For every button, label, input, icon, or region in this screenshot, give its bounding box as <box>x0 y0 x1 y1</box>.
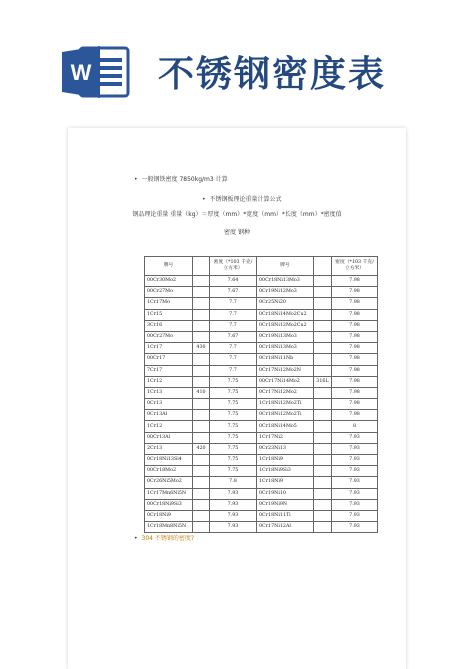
table-row <box>145 443 378 454</box>
table-cell: 1Cr12 <box>145 421 193 432</box>
table-cell: 7.75 <box>210 455 257 466</box>
table-cell: 2Cr13 <box>145 443 193 454</box>
table-row <box>145 320 378 331</box>
table-cell: 00Cr17Ni14Mo2 <box>257 376 314 387</box>
table-row <box>145 343 378 354</box>
bullet-density-note <box>134 174 228 183</box>
table-cell: 7.7 <box>210 354 257 365</box>
table-row <box>145 510 378 521</box>
table-cell <box>314 298 332 309</box>
table-cell <box>193 298 210 309</box>
table-header-cell: 牌号 <box>257 257 314 276</box>
table-cell: 1Cr17Mo <box>145 298 193 309</box>
table-cell: 7.93 <box>332 488 378 499</box>
table-row <box>145 298 378 309</box>
table-cell <box>314 488 332 499</box>
table-cell: 7.7 <box>210 309 257 320</box>
table-cell: 7.98 <box>332 298 378 309</box>
table-cell: 0Cr18Ni14Mo2Cu2 <box>257 309 314 320</box>
table-cell: 0Cr17Ni12Mo2 <box>257 387 314 398</box>
table-cell: 7.98 <box>332 354 378 365</box>
table-cell: 0Cr18Ni12Mo2Cu2 <box>257 320 314 331</box>
table-cell: 7.98 <box>332 309 378 320</box>
table-cell: 00Cr27Mo <box>145 287 193 298</box>
table-cell: 00Cr18Ni9Si3 <box>145 499 193 510</box>
table-row <box>145 477 378 488</box>
table-cell: 0Cr19Ni12Mo3 <box>257 287 314 298</box>
table-cell: 00Cr13Al <box>145 432 193 443</box>
table-cell: 0Cr17Ni12Al <box>257 522 314 533</box>
table-cell: 1Cr18Mn8Ni5N <box>145 522 193 533</box>
table-row <box>145 387 378 398</box>
table-cell <box>314 443 332 454</box>
document-title: 不锈钢密度表 <box>158 54 387 95</box>
table-cell: 7.93 <box>332 455 378 466</box>
header-banner <box>0 0 474 128</box>
table-cell: 1Cr13 <box>145 387 193 398</box>
formula-heading-text: 不锈钢板理论重量计算公式 <box>209 196 282 203</box>
table-cell: 7.98 <box>332 320 378 331</box>
table-cell <box>314 432 332 443</box>
table-cell: 7.98 <box>332 287 378 298</box>
table-cell <box>193 365 210 376</box>
table-cell: 00Cr18Ni13Mo3 <box>257 276 314 287</box>
table-cell <box>193 276 210 287</box>
density-table <box>144 256 378 533</box>
table-cell <box>314 354 332 365</box>
table-cell <box>314 276 332 287</box>
table-header-row <box>145 257 378 276</box>
density-note-text: 一般钢铁密度 7850kg/m3 计算 <box>141 176 228 183</box>
table-row <box>145 432 378 443</box>
table-cell: 7.67 <box>210 287 257 298</box>
table-header-cell: 密度（*103 千克/立方米） <box>332 257 378 276</box>
table-cell <box>314 477 332 488</box>
table-cell <box>193 432 210 443</box>
table-cell: 430 <box>193 343 210 354</box>
table-row <box>145 309 378 320</box>
table-cell: 0Cr18Ni9 <box>145 510 193 521</box>
table-header-cell <box>193 257 210 276</box>
table-cell <box>314 399 332 410</box>
table-cell <box>314 387 332 398</box>
table-cell: 7.93 <box>210 522 257 533</box>
table-cell <box>193 522 210 533</box>
table-cell: 0Cr18Ni13Mo3 <box>257 343 314 354</box>
table-row <box>145 276 378 287</box>
table-row <box>145 499 378 510</box>
question-304 <box>134 533 194 542</box>
table-row <box>145 365 378 376</box>
table-row <box>145 331 378 342</box>
table-header-cell <box>314 257 332 276</box>
table-cell: 8 <box>332 421 378 432</box>
table-cell: 7.75 <box>210 410 257 421</box>
table-cell: 7.75 <box>210 387 257 398</box>
document-page <box>68 128 406 669</box>
table-cell: 7.7 <box>210 343 257 354</box>
table-cell <box>193 320 210 331</box>
table-row <box>145 399 378 410</box>
table-cell: 7.64 <box>210 276 257 287</box>
table-cell: 7.93 <box>332 477 378 488</box>
table-cell <box>314 309 332 320</box>
table-cell <box>314 287 332 298</box>
table-cell <box>314 499 332 510</box>
table-cell: 0Cr25Ni20 <box>257 298 314 309</box>
table-row <box>145 466 378 477</box>
table-cell <box>314 522 332 533</box>
table-cell: 7.93 <box>210 488 257 499</box>
table-cell: 0Cr18Ni13Si4 <box>145 455 193 466</box>
table-cell: 1Cr17Ni2 <box>257 432 314 443</box>
table-cell: 7.98 <box>332 410 378 421</box>
table-cell <box>193 399 210 410</box>
table-cell <box>193 331 210 342</box>
density-grade-label: 密度 钢种 <box>224 229 250 236</box>
table-cell: 410 <box>193 387 210 398</box>
table-cell: 7.7 <box>210 365 257 376</box>
table-cell: 1Cr17Mn6Ni5N <box>145 488 193 499</box>
table-cell: 1Cr12 <box>145 376 193 387</box>
word-icon <box>62 44 132 100</box>
table-row <box>145 522 378 533</box>
table-cell: 0Cr18Ni11Nb <box>257 354 314 365</box>
table-cell: 7Cr17 <box>145 365 193 376</box>
table-row <box>145 376 378 387</box>
table-cell: 1Cr17 <box>145 343 193 354</box>
table-cell: 7.75 <box>210 432 257 443</box>
table-cell: 7.93 <box>332 522 378 533</box>
table-cell: 7.7 <box>210 298 257 309</box>
table-cell <box>193 466 210 477</box>
table-cell: 00Cr18Mo2 <box>145 466 193 477</box>
table-cell <box>193 488 210 499</box>
table-cell: 0Cr19Ni10 <box>257 488 314 499</box>
table-cell <box>314 510 332 521</box>
table-cell: 7.93 <box>332 432 378 443</box>
table-cell: 1Cr15 <box>145 309 193 320</box>
table-cell: 7.93 <box>332 466 378 477</box>
table-cell: 7.8 <box>210 477 257 488</box>
table-cell: 0Cr18Ni11Ti <box>257 510 314 521</box>
table-cell <box>193 421 210 432</box>
table-row <box>145 410 378 421</box>
table-cell <box>193 410 210 421</box>
bullet-icon: • <box>134 535 138 542</box>
table-cell <box>314 455 332 466</box>
table-cell <box>193 510 210 521</box>
table-cell <box>314 331 332 342</box>
table-cell: 7.75 <box>210 421 257 432</box>
table-row <box>145 354 378 365</box>
table-cell: 1Cr18Ni9Si3 <box>257 466 314 477</box>
table-cell: 7.93 <box>332 499 378 510</box>
table-cell: 0Cr19Ni13Mo3 <box>257 331 314 342</box>
table-header-cell: 密度（*103 千克/立方米） <box>210 257 257 276</box>
table-cell <box>314 320 332 331</box>
table-cell <box>193 309 210 320</box>
table-cell: 7.98 <box>332 331 378 342</box>
table-cell: 7.98 <box>332 399 378 410</box>
table-cell: 0Cr18Ni14Mo5 <box>257 421 314 432</box>
table-cell: 7.93 <box>332 443 378 454</box>
table-cell: 1Cr18Ni12Mo2Ti <box>257 399 314 410</box>
table-header-cell: 牌号 <box>145 257 193 276</box>
table-cell: 0Cr13 <box>145 399 193 410</box>
formula-text: 钢品理论重量 重量（kg）＝厚度（mm）*宽度（mm）*长度（mm）*密度值 <box>132 211 342 218</box>
table-cell: 00Cr17 <box>145 354 193 365</box>
table-cell <box>193 287 210 298</box>
table-cell <box>193 477 210 488</box>
bullet-icon: • <box>202 196 206 203</box>
table-cell: 0Cr19Ni9N <box>257 499 314 510</box>
table-cell: 1Cr18Ni9 <box>257 455 314 466</box>
table-cell: 7.98 <box>332 365 378 376</box>
question-304-text: 304 不锈钢的密度? <box>141 535 195 542</box>
table-cell: 7.7 <box>210 320 257 331</box>
table-cell <box>314 466 332 477</box>
table-row <box>145 421 378 432</box>
table-cell: 7.75 <box>210 443 257 454</box>
table-cell: 7.75 <box>210 466 257 477</box>
table-cell: 7.98 <box>332 276 378 287</box>
table-cell: 7.98 <box>332 376 378 387</box>
table-cell <box>193 354 210 365</box>
table-cell: 0Cr13Al <box>145 410 193 421</box>
table-cell: 7.93 <box>210 510 257 521</box>
table-cell: 420 <box>193 443 210 454</box>
table-row <box>145 287 378 298</box>
table-cell: 7.93 <box>332 510 378 521</box>
table-row <box>145 455 378 466</box>
table-cell <box>193 376 210 387</box>
table-cell: 316L <box>314 376 332 387</box>
table-cell: 7.98 <box>332 343 378 354</box>
table-cell: 0Cr17Ni12Mo2N <box>257 365 314 376</box>
table-cell <box>314 410 332 421</box>
svg-text:W: W <box>70 60 92 85</box>
table-cell: 7.75 <box>210 376 257 387</box>
table-cell <box>193 499 210 510</box>
table-cell: 7.98 <box>332 387 378 398</box>
table-cell <box>314 365 332 376</box>
formula-heading <box>202 194 282 203</box>
table-cell <box>193 455 210 466</box>
table-cell: 3Cr16 <box>145 320 193 331</box>
table-cell: 7.93 <box>210 499 257 510</box>
table-cell: 0Cr23Ni13 <box>257 443 314 454</box>
table-row <box>145 488 378 499</box>
bullet-icon: • <box>134 176 138 183</box>
table-cell: 7.75 <box>210 399 257 410</box>
table-cell: 00Cr30Mo2 <box>145 276 193 287</box>
table-cell <box>314 421 332 432</box>
table-cell: 7.67 <box>210 331 257 342</box>
table-cell: 0Cr26Ni5Mo2 <box>145 477 193 488</box>
table-cell: 00Cr27Mo <box>145 331 193 342</box>
table-cell: 0Cr18Ni12Mo2Ti <box>257 410 314 421</box>
table-cell <box>314 343 332 354</box>
table-cell: 1Cr18Ni9 <box>257 477 314 488</box>
